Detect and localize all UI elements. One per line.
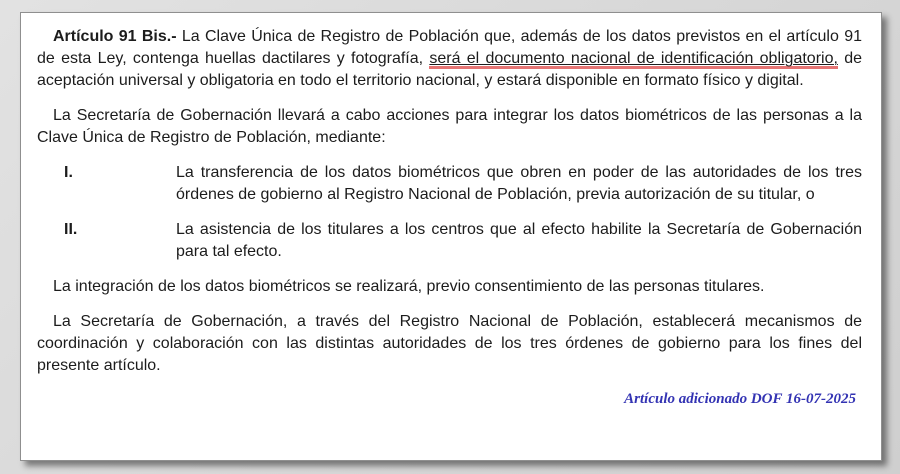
list-marker-II: II. bbox=[64, 221, 78, 238]
red-underlined-phrase: será el documento nacional de identificación obligatorio, bbox=[429, 50, 838, 67]
paragraph-integration-actions: La Secretaría de Gobernación llevará a cabo acciones para integrar los datos biométricos de las personas a la Clave Única de Registro de Población, mediante: bbox=[37, 107, 862, 146]
amendment-note: Artículo adicionado DOF 16-07-2025 bbox=[624, 391, 856, 407]
paragraph-article-91bis bbox=[37, 26, 862, 92]
list-item-I bbox=[37, 162, 862, 206]
list-marker-I: I. bbox=[64, 164, 73, 181]
list-item-II bbox=[37, 219, 862, 263]
paragraph-coordination: La Secretaría de Gobernación, a través del Registro Nacional de Población, establecerá mecanismos de coordinación y colaboración con las distintas autoridades de los tres órdenes de gobierno para los fines del presente artículo. bbox=[37, 313, 862, 374]
article-heading: Artículo 91 Bis.- bbox=[53, 28, 177, 45]
article-91bis-text-after: de aceptación universal y obligatoria en todo el territorio nacional, y estará disponible en formato físico y digital. bbox=[37, 50, 862, 89]
article-91bis-text-before: La Clave Única de Registro de Población que, además de los datos previstos en el artículo 91 de esta Ley, contenga huellas dactilares y fotografía, bbox=[37, 28, 862, 67]
document-sheet bbox=[20, 12, 882, 461]
list-text-II: La asistencia de los titulares a los centros que al efecto habilite la Secretaría de Gobernación para tal efecto. bbox=[176, 221, 862, 260]
list-text-I: La transferencia de los datos biométricos que obren en poder de las autoridades de los tres órdenes de gobierno al Registro Nacional de Población, previa autorización de su titular, o bbox=[176, 164, 862, 203]
paragraph-consent: La integración de los datos biométricos se realizará, previo consentimiento de las personas titulares. bbox=[53, 278, 765, 295]
